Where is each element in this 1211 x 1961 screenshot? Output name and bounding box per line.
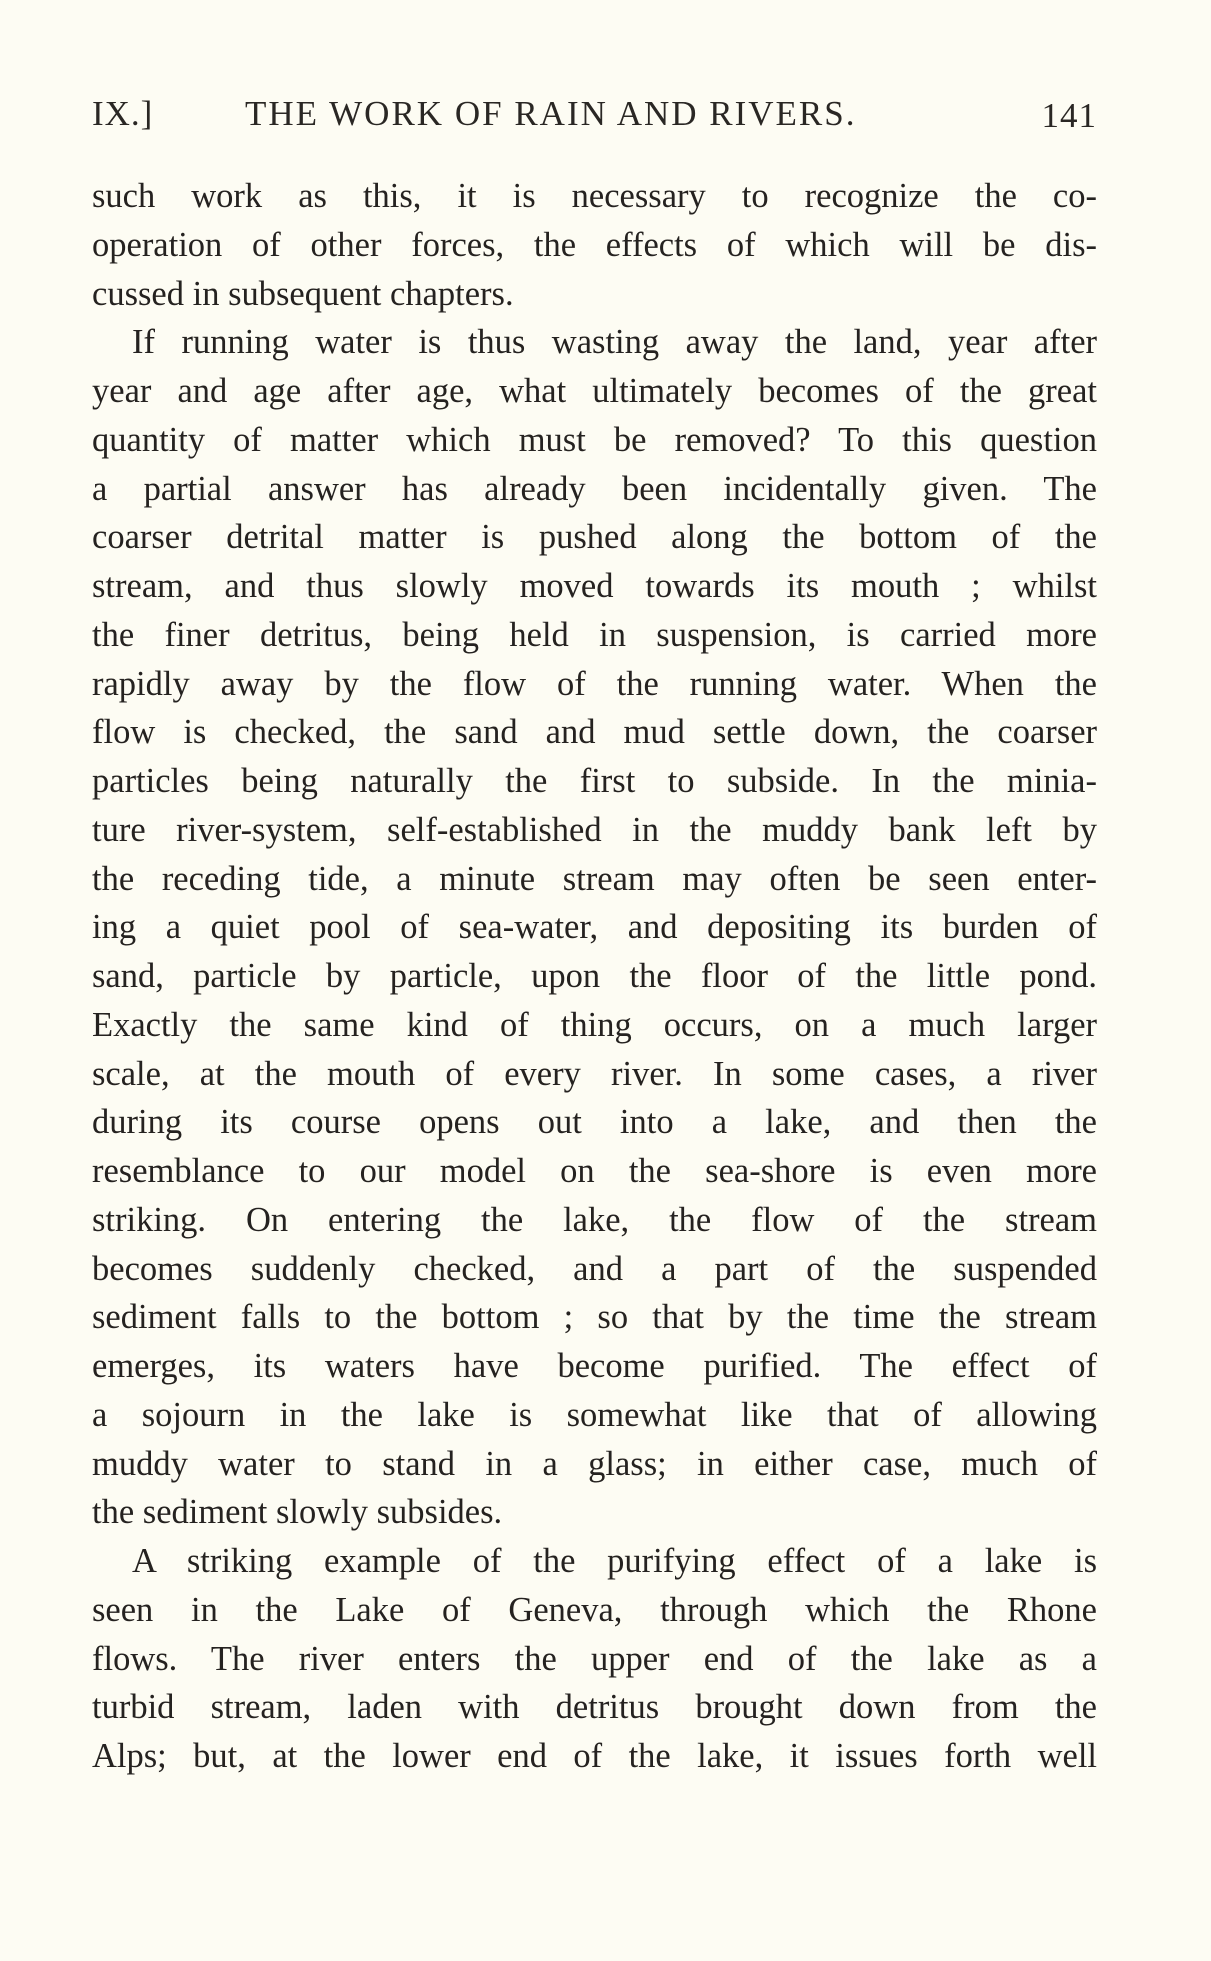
text-line: ture river-system, self-established in the muddy bank left by bbox=[92, 810, 1097, 849]
text-line: the sediment slowly subsides. bbox=[92, 1493, 503, 1532]
text-line: emerges, its waters have become purified. The effect of bbox=[92, 1347, 1097, 1385]
text-line: Alps; but, at the lower end of the lake, it issues forth well bbox=[92, 1737, 1097, 1775]
text-line: scale, at the mouth of every river. In some cases, a river bbox=[92, 1054, 1097, 1093]
text-line: resemblance to our model on the sea-shore is even more bbox=[92, 1152, 1097, 1190]
paragraph-first-line: If running water is thus wasting away the land, year after bbox=[132, 323, 1097, 362]
text-line: rapidly away by the flow of the running water. When the bbox=[92, 664, 1097, 703]
text-line: particles being naturally the first to subside. In the minia- bbox=[92, 762, 1097, 800]
text-line: ing a quiet pool of sea-water, and depositing its burden of bbox=[92, 908, 1097, 947]
text-line: muddy water to stand in a glass; in either case, much of bbox=[92, 1444, 1097, 1483]
text-line: Exactly the same kind of thing occurs, on a much larger bbox=[92, 1005, 1097, 1044]
text-line: cussed in subsequent chapters. bbox=[92, 274, 514, 313]
text-line: during its course opens out into a lake, and then the bbox=[92, 1103, 1097, 1142]
text-line: year and age after age, what ultimately becomes of the great bbox=[92, 372, 1097, 410]
text-line: quantity of matter which must be removed? To this question bbox=[92, 420, 1097, 459]
text-line: striking. On entering the lake, the flow of the stream bbox=[92, 1200, 1097, 1239]
text-line: the receding tide, a minute stream may often be seen enter- bbox=[92, 859, 1097, 898]
text-line: a sojourn in the lake is somewhat like that of allowing bbox=[92, 1395, 1097, 1434]
running-head bbox=[92, 94, 1097, 134]
text-line: operation of other forces, the effects of which will be dis- bbox=[92, 225, 1097, 264]
page-number: 141 bbox=[1041, 96, 1097, 135]
text-line: flows. The river enters the upper end of the lake as a bbox=[92, 1639, 1097, 1678]
text-line: flow is checked, the sand and mud settle down, the coarser bbox=[92, 713, 1097, 752]
body-text bbox=[92, 172, 1097, 1781]
text-line: sediment falls to the bottom ; so that by the time the stream bbox=[92, 1298, 1097, 1337]
text-line: stream, and thus slowly moved towards its mouth ; whilst bbox=[92, 567, 1097, 605]
text-line: seen in the Lake of Geneva, through which the Rhone bbox=[92, 1590, 1097, 1629]
text-line: such work as this, it is necessary to recognize the co- bbox=[92, 177, 1097, 215]
text-line: becomes suddenly checked, and a part of the suspended bbox=[92, 1249, 1097, 1288]
running-title: THE WORK OF RAIN AND RIVERS. bbox=[245, 94, 857, 133]
text-line: a partial answer has already been incidentally given. The bbox=[92, 469, 1097, 508]
text-line: the finer detritus, being held in suspension, is carried more bbox=[92, 615, 1097, 654]
text-line: turbid stream, laden with detritus brought down from the bbox=[92, 1688, 1097, 1727]
chapter-number: IX.] bbox=[92, 94, 154, 133]
paragraph-first-line: A striking example of the purifying effect of a lake is bbox=[132, 1542, 1097, 1580]
text-line: sand, particle by particle, upon the floor of the little pond. bbox=[92, 957, 1097, 995]
text-line: coarser detrital matter is pushed along the bottom of the bbox=[92, 518, 1097, 557]
